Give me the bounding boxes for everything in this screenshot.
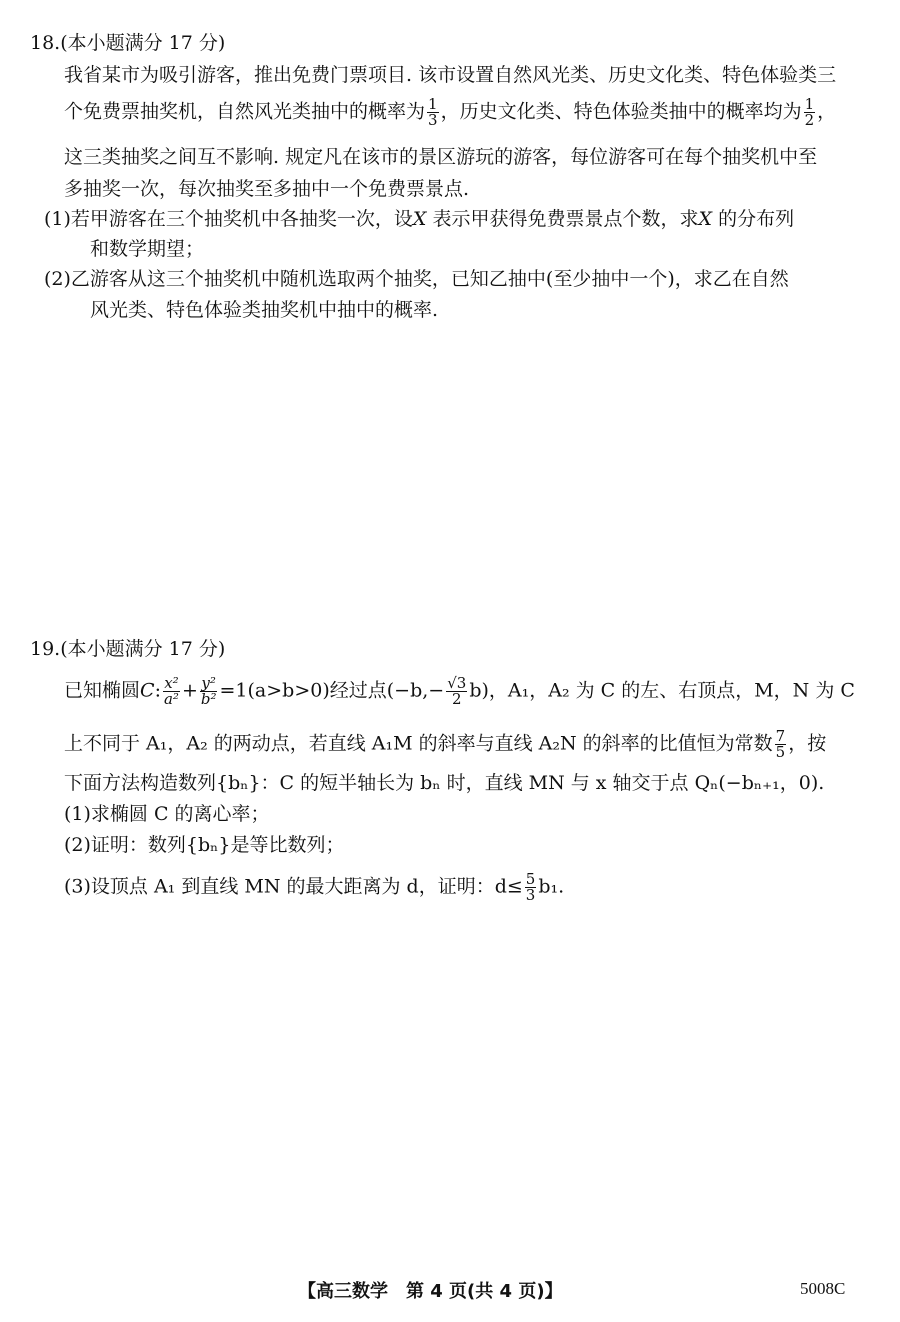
q18-subquestion-1-cont: 和数学期望； [90, 238, 205, 260]
q18-subquestion-2-cont: 风光类、特色体验类抽奖机中抽中的概率. [90, 299, 439, 321]
q19-subquestion-2: (2)证明：数列{bₙ}是等比数列； [64, 834, 345, 856]
fraction-one-half: $\frac{1}{2}$ [804, 95, 815, 129]
q18-paragraph-line-3: 这三类抽奖之间互不影响. 规定凡在该市的景区游玩的游客，每位游客可在每个抽奖机中至 [64, 146, 818, 168]
q18-paragraph-line-4: 多抽奖一次，每次抽奖至多抽中一个免费票景点. [64, 178, 470, 200]
paper-code: 5008C [800, 1279, 846, 1298]
q18-text: ，历史文化类、特色体验类抽中的概率均为 [440, 100, 802, 123]
q19-line-1: 已知椭圆C: $\frac{\text{x²}}{\text{a²}}$ + $\frac{\text{y²}}{\text{b²}}$ =1(a>b>0)经过点(−b,− $\frac{√3}{2}$ b)，A₁，A₂ 为 C 的左、右顶点，M，N 为 C [64, 674, 855, 708]
q18-text: 个免费票抽奖机，自然风光类抽中的概率为 [64, 100, 426, 123]
q19-subquestion-1: (1)求椭圆 C 的离心率； [64, 803, 270, 825]
q18-paragraph-line-2: 个免费票抽奖机，自然风光类抽中的概率为 $\frac{1}{3}$ ，历史文化类、特色体验类抽中的概率均为 $\frac{1}{2}$ ， [64, 95, 837, 129]
q18-paragraph-line-1: 我省某市为吸引游客，推出免费门票项目. 该市设置自然风光类、历史文化类、特色体验类三 [64, 64, 837, 86]
q19-subquestion-3: (3)设顶点 A₁ 到直线 MN 的最大距离为 d，证明：d≤ $\frac{5}{3}$ b₁. [64, 870, 565, 904]
fraction-one-third: $\frac{1}{3}$ [428, 95, 438, 129]
q19-line-2: 上不同于 A₁，A₂ 的两动点，若直线 A₁M 的斜率与直线 A₂N 的斜率的比值恒为常数 $\frac{7}{5}$ ，按 [64, 727, 827, 761]
q18-header: 18.(本小题满分 17 分) [30, 32, 226, 54]
q18-subquestion-1: (1)若甲游客在三个抽奖机中各抽奖一次，设X 表示甲获得免费票景点个数，求X 的分布列 [44, 208, 795, 230]
q19-line-3: 下面方法构造数列{bₙ}：C 的短半轴长为 bₙ 时，直线 MN 与 x 轴交于点 Qₙ(−bₙ₊₁，0). [64, 772, 825, 794]
fraction-sqrt3-2: $\frac{√3}{2}$ [447, 674, 467, 708]
page-footer: 【高三数学 第 4 页(共 4 页)】 [298, 1281, 563, 1302]
q19-header: 19.(本小题满分 17 分) [30, 638, 226, 660]
fraction-five-thirds: $\frac{5}{3}$ [525, 870, 536, 904]
fraction-x2-a2: $\frac{\text{x²}}{\text{a²}}$ [163, 674, 179, 708]
q18-subquestion-2: (2)乙游客从这三个抽奖机中随机选取两个抽奖，已知乙抽中(至少抽中一个)，求乙在自然 [44, 268, 789, 290]
fraction-y2-b2: $\frac{\text{y²}}{\text{b²}}$ [200, 674, 217, 708]
fraction-seven-fifths: $\frac{7}{5}$ [775, 727, 786, 761]
